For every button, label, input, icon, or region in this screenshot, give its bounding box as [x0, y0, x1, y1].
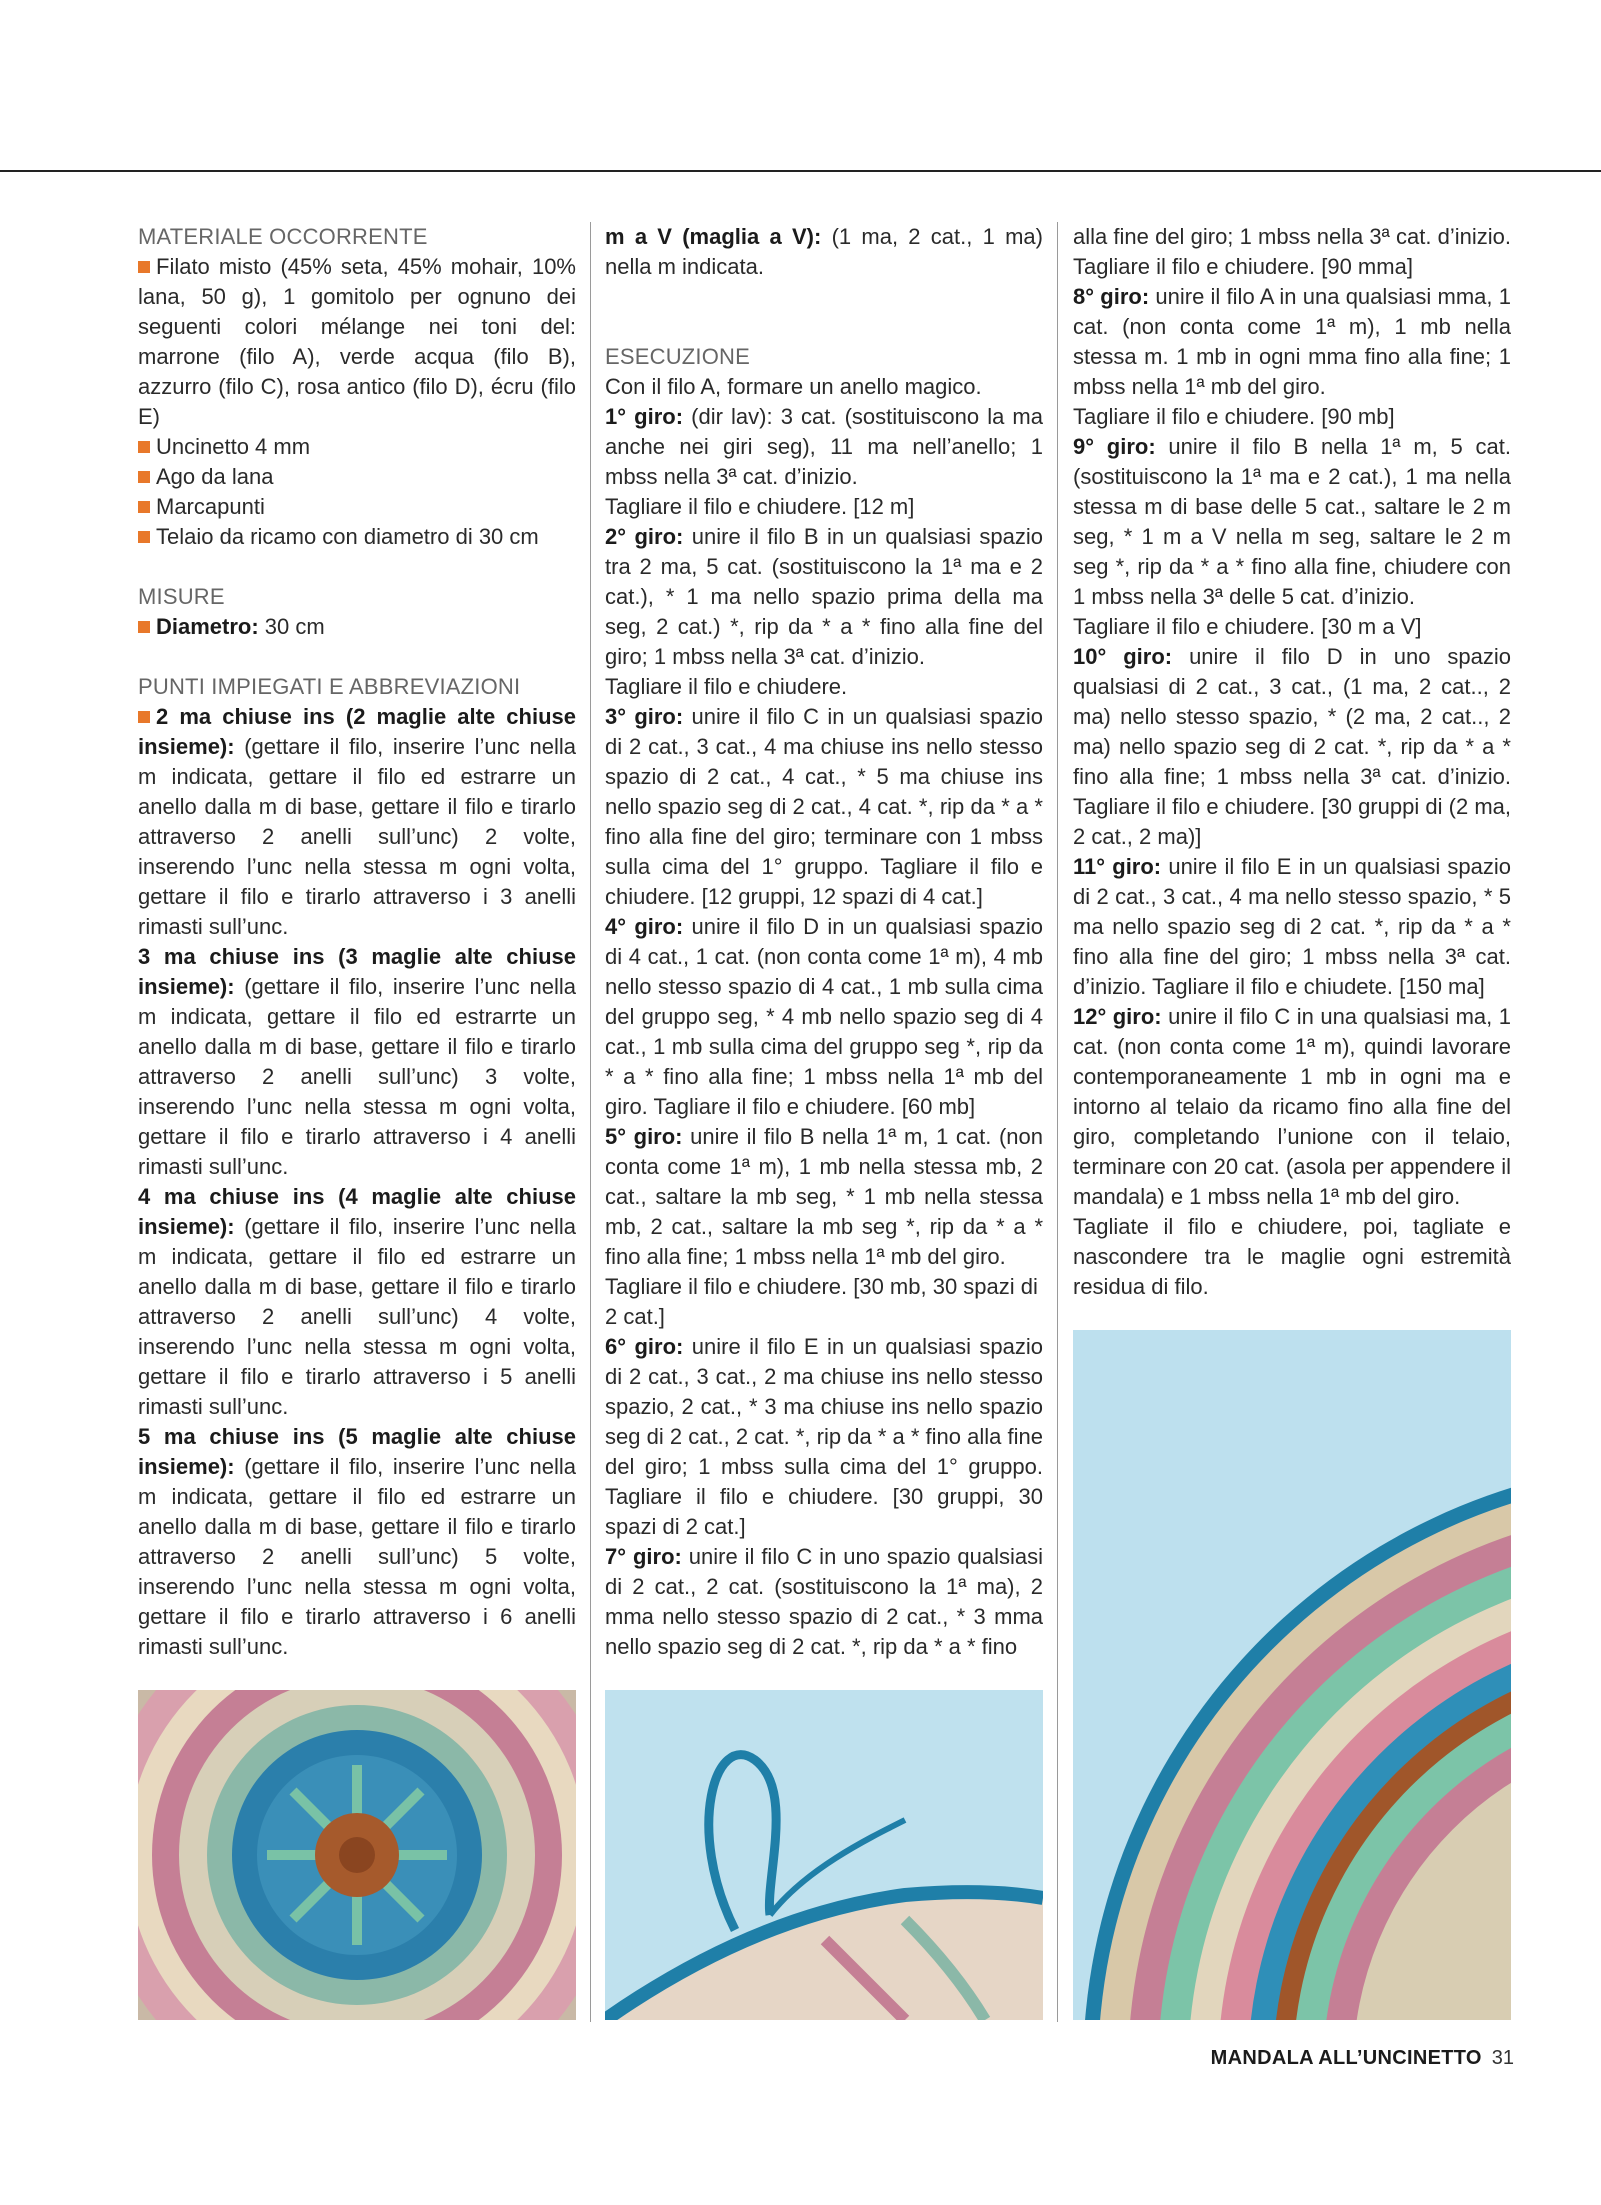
round-12: 12° giro: unire il filo C in una qualsiasi ma, 1 cat. (non conta come 1ª m), quindi lavorare contemporaneamente 1 mb in ogni ma e intorno al telaio da ricamo fino alla fine del giro, completando l’unione con il telaio, terminare con 20 cat. (asola per appendere il mandala) e 1 mbss nella 1ª mb del giro. — [1073, 1004, 1511, 1209]
material-item: Telaio da ricamo con diametro di 30 cm — [138, 522, 576, 552]
running-title: MANDALA ALL’UNCINETTO — [1210, 2047, 1482, 2069]
bullet-square-icon — [138, 261, 150, 273]
column-1 — [138, 222, 576, 1662]
stitch-definition: 5 ma chiuse ins (5 maglie alte chiuse insieme): (gettare il filo, inserire l’unc nella m indicata, gettare il filo ed estrarre un anello dalla m di base, gettare il filo e tirarlo attraverso 2 anelli sull’unc) 5 volte, inserendo l’unc nella stessa m ogni volta, gettare il filo e tirarlo attraverso i 6 anelli rimasti sull’unc. — [138, 1424, 576, 1659]
column-2 — [605, 222, 1043, 1662]
mandala-edge-photo — [1073, 1330, 1511, 2020]
bullet-square-icon — [138, 711, 150, 723]
bullet-square-icon — [138, 501, 150, 513]
material-item: Filato misto (45% seta, 45% mohair, 10% lana, 50 g), 1 gomitolo per ognuno dei seguenti colori mélange nei toni del: marrone (filo A), verde acqua (filo B), azzurro (filo C), rosa antico (filo D), écru (filo E) — [138, 254, 576, 429]
mandala-center-image — [138, 1690, 576, 2020]
round-4: 4° giro: unire il filo D in un qualsiasi spazio di 4 cat., 1 cat. (non conta come 1ª m), 4 mb nello stesso spazio di 4 cat., 1 mb sulla cima del gruppo seg, * 4 mb nello spazio seg di 4 cat., 1 mb sulla cima del gruppo seg *, rip da * a * fino alla fine; 1 mbss nella 1ª mb del giro. Tagliare il filo e chiudere. [60 mb] — [605, 914, 1043, 1119]
round-2-tail: Tagliare il filo e chiudere. — [605, 674, 848, 699]
round-2: 2° giro: unire il filo B in un qualsiasi spazio tra 2 ma, 5 cat. (sostituiscono la 1ª ma e 2 cat.), * 1 ma nello spazio prima della ma seg, 2 cat.) *, rip da * a * fino alla fine del giro; 1 mbss nella 3ª cat. d’inizio. — [605, 524, 1043, 669]
execution-heading: ESECUZIONE — [605, 344, 751, 369]
round-1-tail: Tagliare il filo e chiudere. [12 m] — [605, 494, 915, 519]
stitch-definition: m a V (maglia a V): (1 ma, 2 cat., 1 ma) nella m indicata. — [605, 224, 1043, 279]
mandala-edge-image — [1073, 1330, 1511, 2020]
round-9-tail: Tagliare il filo e chiudere. [30 m a V] — [1073, 614, 1422, 639]
round-7: 7° giro: unire il filo C in uno spazio qualsiasi di 2 cat., 2 cat. (sostituiscono la 1ª ma), 2 mma nello stesso spazio di 2 cat., * 3 mma nello spazio seg di 2 cat. *, rip da * a * fino — [605, 1544, 1043, 1659]
round-10: 10° giro: unire il filo D in uno spazio qualsiasi di 2 cat., 3 cat., (1 ma, 2 cat.., 2 ma) nello stesso spazio, * (2 ma, 2 cat.., 2 ma) nello spazio seg di 2 cat. *, rip da * a * fino alla fine; 1 mbss nella 3ª cat. d’inizio. Tagliare il filo e chiudere. [30 gruppi di (2 ma, 2 cat., 2 ma)] — [1073, 644, 1511, 849]
round-7-continued: alla fine del giro; 1 mbss nella 3ª cat. d’inizio. Tagliare il filo e chiudere. [90 mma] — [1073, 224, 1511, 279]
round-5: 5° giro: unire il filo B nella 1ª m, 1 cat. (non conta come 1ª m), 1 mb nella stessa mb, 2 cat., saltare la mb seg, * 1 mb nella stessa mb, 2 cat., saltare la mb seg *, rip da * a * fino alla fine; 1 mbss nella 1ª mb del giro. — [605, 1124, 1043, 1269]
column-divider — [590, 222, 591, 2022]
round-1: 1° giro: (dir lav): 3 cat. (sostituiscono la ma anche nei giri seg), 11 ma nell’anello; 1 mbss nella 3ª cat. d’inizio. — [605, 404, 1043, 489]
round-5-tail: Tagliare il filo e chiudere. [30 mb, 30 spazi di 2 cat.] — [605, 1274, 1038, 1329]
sizes-heading: MISURE — [138, 584, 225, 609]
top-rule — [0, 170, 1601, 172]
round-3: 3° giro: unire il filo C in un qualsiasi spazio di 2 cat., 3 cat., 4 ma chiuse ins nello stesso spazio di 2 cat., 4 cat., * 5 ma chiuse ins nello spazio seg di 2 cat., 4 cat. *, rip da * a * fino alla fine del giro; terminare con 1 mbss sulla cima del 1° gruppo. Tagliare il filo e chiudere. [12 gruppi, 12 spazi di 4 cat.] — [605, 704, 1043, 909]
round-11: 11° giro: unire il filo E in un qualsiasi spazio di 2 cat., 3 cat., 4 ma nello stesso spazio, * 5 ma nello spazio seg di 2 cat. *, rip da * a * fino alla fine del giro; 1 mbss nella 3ª cat. d’inizio. Tagliare il filo e chiudete. [150 ma] — [1073, 854, 1512, 999]
stitches-heading: PUNTI IMPIEGATI E ABBREVIAZIONI — [138, 674, 521, 699]
bullet-square-icon — [138, 441, 150, 453]
mandala-center-photo — [138, 1690, 576, 2020]
size-item: Diametro: 30 cm — [138, 612, 576, 642]
round-9: 9° giro: unire il filo B nella 1ª m, 5 cat. (sostituiscono la 1ª ma e 2 cat.), 1 ma nella stessa m di base delle 5 cat., saltare le 2 m seg, * 1 m a V nella m seg, saltare le 2 m seg *, rip da * a * fino alla fine, chiudere con 1 mbss nella 3ª delle 5 cat. d’inizio. — [1073, 434, 1511, 609]
page-footer — [1100, 2047, 1514, 2070]
material-item: Ago da lana — [138, 462, 576, 492]
final-instructions: Tagliate il filo e chiudere, poi, tagliate e nascondere tra le maglie ogni estremità residua di filo. — [1073, 1214, 1511, 1299]
bullet-square-icon — [138, 621, 150, 633]
column-3 — [1073, 222, 1511, 1302]
round-6: 6° giro: unire il filo E in un qualsiasi spazio di 2 cat., 3 cat., 2 ma chiuse ins nello stesso spazio, 2 cat., * 3 ma chiuse ins nello spazio seg di 2 cat., 2 cat. *, rip da * a * fino alla fine del giro; 1 mbss sulla cima del 1° gruppo. Tagliare il filo e chiudere. [30 gruppi, 30 spazi di 2 cat.] — [605, 1334, 1043, 1539]
hanging-loop-image — [605, 1690, 1043, 2020]
stitch-definition: 3 ma chiuse ins (3 maglie alte chiuse insieme): (gettare il filo, inserire l’unc nella m indicata, gettare il filo ed estrarrte un anello dalla m di base, gettare il filo e tirarlo attraverso 2 anelli sull’unc) 3 volte, inserendo l’unc nella stessa m ogni volta, gettare il filo e tirarlo attraverso i 4 anelli rimasti sull’unc. — [138, 944, 576, 1179]
round-8: 8° giro: unire il filo A in una qualsiasi mma, 1 cat. (non conta come 1ª m), 1 mb nella stessa m. 1 mb in ogni mma fino alla fine; 1 mbss nella 1ª mb del giro. — [1073, 284, 1511, 399]
page-number: 31 — [1491, 2047, 1514, 2069]
stitch-definition: 4 ma chiuse ins (4 maglie alte chiuse insieme): (gettare il filo, inserire l’unc nella m indicata, gettare il filo ed estrarre un anello dalla m di base, gettare il filo e tirarlo attraverso 2 anelli sull’unc) 4 volte, inserendo l’unc nella stessa m ogni volta, gettare il filo e tirarlo attraverso i 5 anelli rimasti sull’unc. — [138, 1184, 576, 1419]
bullet-square-icon — [138, 531, 150, 543]
stitch-definition: 2 ma chiuse ins (2 maglie alte chiuse insieme): (gettare il filo, inserire l’unc nella m indicata, gettare il filo ed estrarre un anello dalla m di base, gettare il filo e tirarlo attraverso 2 anelli sull’unc) 2 volte, inserendo l’unc nella stessa m ogni volta, gettare il filo e tirarlo attraverso i 3 anelli rimasti sull’unc. — [138, 704, 576, 939]
materials-heading: MATERIALE OCCORRENTE — [138, 224, 428, 249]
intro-text: Con il filo A, formare un anello magico. — [605, 374, 982, 399]
material-item: Uncinetto 4 mm — [138, 432, 576, 462]
bullet-square-icon — [138, 471, 150, 483]
column-divider — [1057, 222, 1058, 2022]
round-8-tail: Tagliare il filo e chiudere. [90 mb] — [1073, 404, 1395, 429]
hanging-loop-photo — [605, 1690, 1043, 2020]
material-item: Marcapunti — [138, 492, 576, 522]
